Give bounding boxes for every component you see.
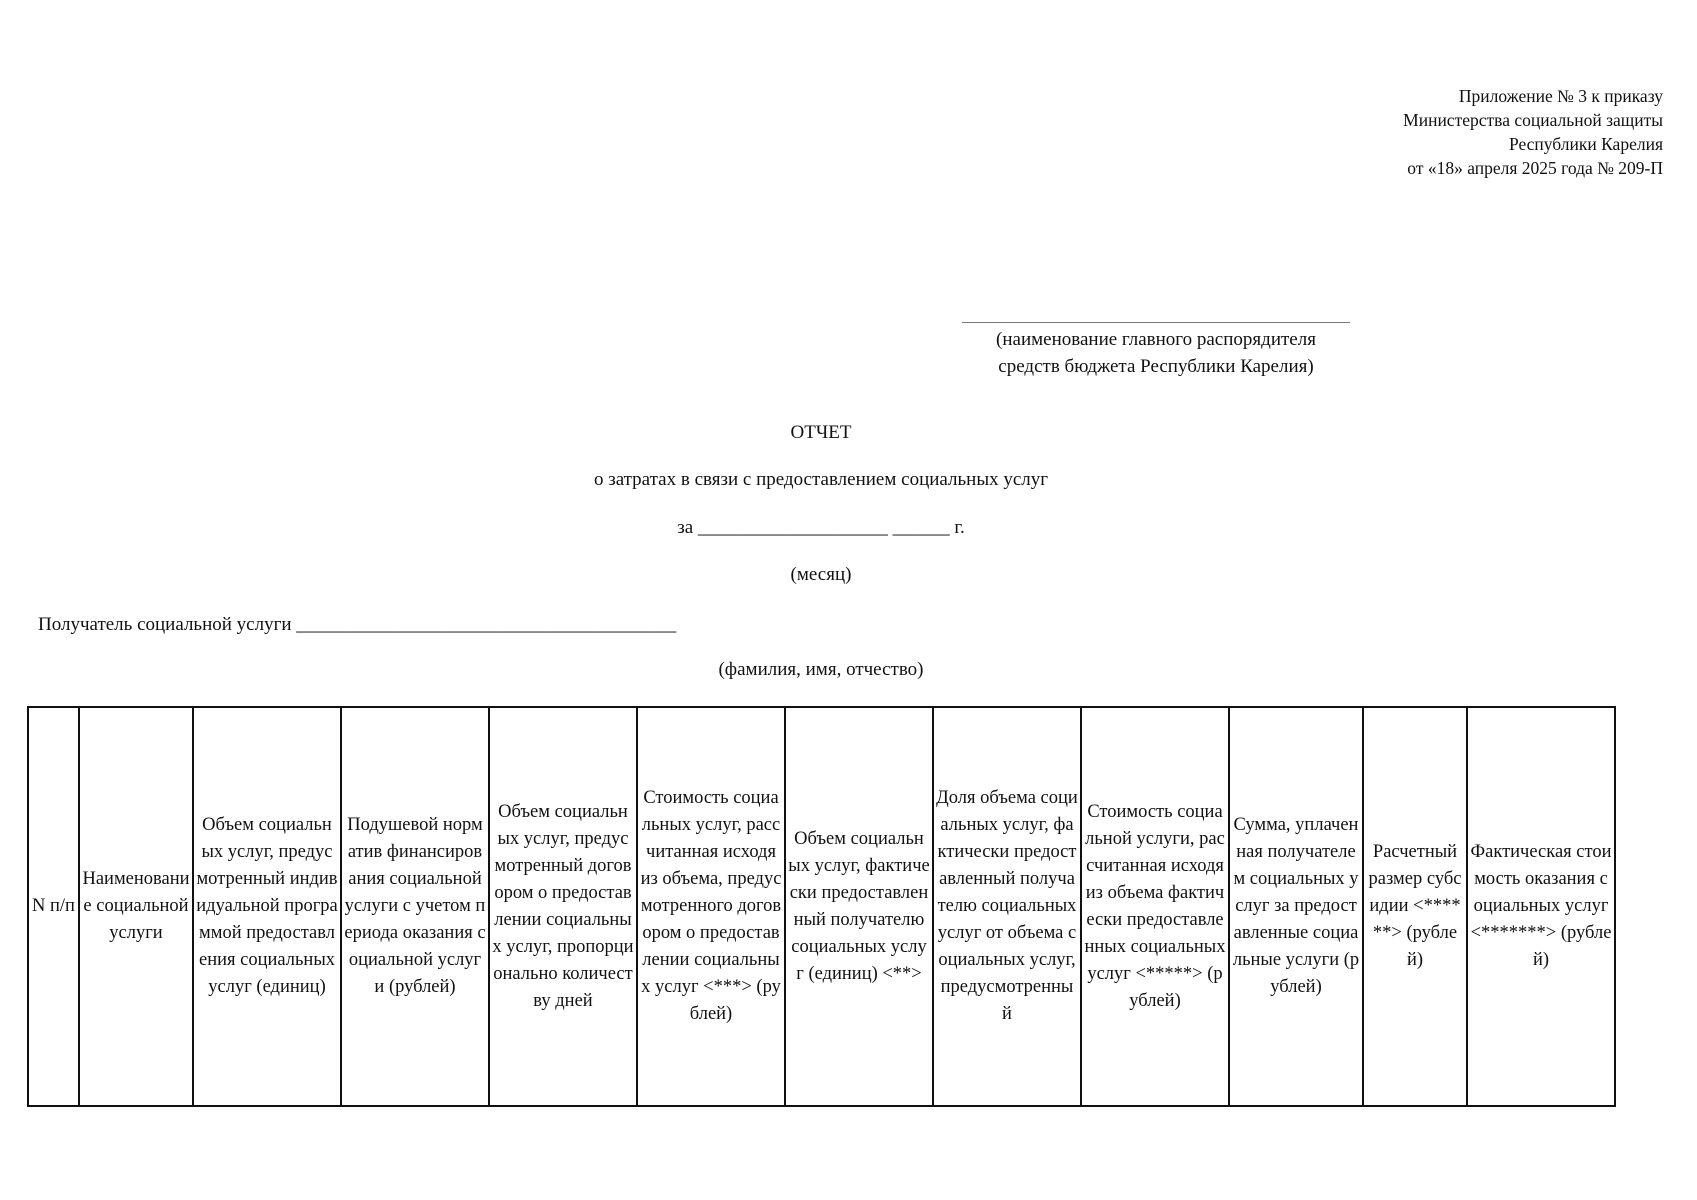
report-period-line: за ____________________ ______ г. — [677, 517, 965, 538]
table-header-row — [28, 707, 1615, 1106]
org-caption-line-2: средств бюджета Республики Карелия) — [998, 356, 1314, 377]
header-cell-per-capita-norm: Подушевой норматив финансирования социальной услуги с учетом периода оказания социальной услуги (рублей) — [341, 707, 489, 1106]
header-cell-contract-cost: Стоимость социальных услуг, рассчитанная исходя из объема, предусмотренного договором о предоставлении социальных услуг <***> (рублей) — [637, 707, 785, 1106]
header-cell-number: N п/п — [28, 707, 79, 1106]
header-cell-service-name: Наименование социальной услуги — [79, 707, 193, 1106]
appendix-line-2: Министерства социальной защиты — [1403, 110, 1663, 130]
header-cell-actual-cost: Стоимость социальной услуги, рассчитанная исходя из объема фактически предоставленных социальных услуг <*****> (рублей) — [1081, 707, 1229, 1106]
report-period-caption: (месяц) — [790, 564, 852, 585]
header-cell-actual-volume: Объем социальных услуг, фактически предоставленный получателю социальных услуг (единиц) <**> — [785, 707, 933, 1106]
header-cell-contract-volume: Объем социальных услуг, предусмотренный договором о предоставлении социальных услуг, пропорционально количеству дней — [489, 707, 637, 1106]
appendix-header — [1403, 84, 1663, 180]
appendix-line-3: Республики Карелия — [1508, 134, 1663, 154]
org-name-caption — [940, 326, 1372, 380]
org-name-blank-line — [962, 322, 1350, 323]
appendix-line-1: Приложение № 3 к приказу — [1458, 86, 1663, 106]
header-cell-actual-share: Доля объема социальных услуг, фактически предоставленный получателю социальных услуг от объема социальных услуг, предусмотренный — [933, 707, 1081, 1106]
report-table — [27, 706, 1616, 1107]
org-caption-line-1: (наименование главного распорядителя — [996, 329, 1316, 350]
report-subtitle: о затратах в связи с предоставлением социальных услуг — [593, 469, 1049, 490]
header-cell-actual-total-cost: Фактическая стоимость оказания социальных услуг <*******> (рублей) — [1467, 707, 1615, 1106]
recipient-caption: (фамилия, имя, отчество) — [718, 659, 924, 680]
report-title: ОТЧЕТ — [790, 422, 852, 443]
header-cell-subsidy: Расчетный размер субсидии <******> (рублей) — [1363, 707, 1467, 1106]
header-cell-paid-by-recipient: Сумма, уплаченная получателем социальных услуг за предоставленные социальные услуги (рублей) — [1229, 707, 1363, 1106]
recipient-line: Получатель социальной услуги ________________________________________ — [38, 614, 677, 635]
appendix-line-4: от «18» апреля 2025 года № 209-П — [1407, 158, 1663, 178]
header-cell-ipsu-volume: Объем социальных услуг, предусмотренный индивидуальной программой предоставления социальных услуг (единиц) — [193, 707, 341, 1106]
